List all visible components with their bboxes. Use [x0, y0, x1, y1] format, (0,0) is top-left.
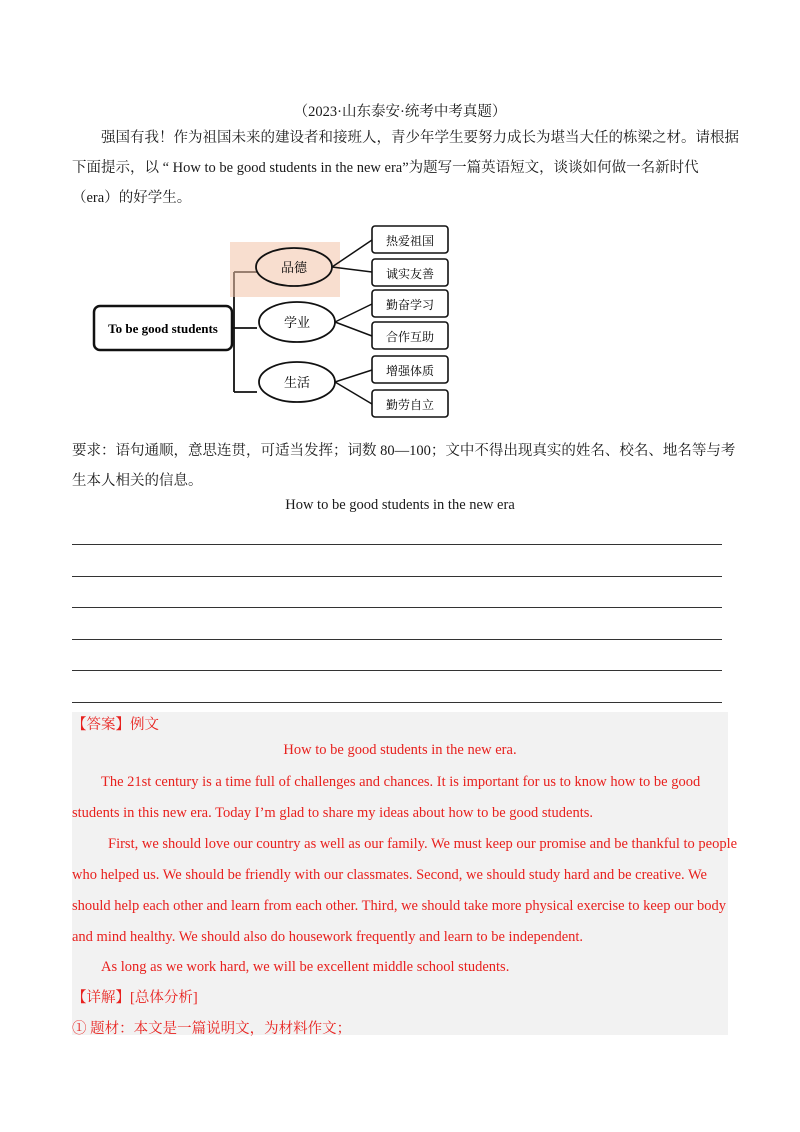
answer-line: students in this new era. Today I’m glad to share my ideas about how to be good students.: [72, 805, 594, 821]
leaf-label: 增强体质: [385, 364, 435, 378]
answer-line: and mind healthy. We should also do housework frequently and learn to be independent.: [72, 929, 584, 945]
leaf-label: 合作互助: [385, 330, 435, 344]
writing-line: [72, 607, 722, 608]
answer-title: How to be good students in the new era.: [283, 742, 517, 758]
essay-title: How to be good students in the new era: [285, 497, 515, 513]
writing-requirements: [72, 436, 736, 496]
writing-line: [72, 576, 722, 577]
answer-line: who helped us. We should be friendly with our classmates. Second, we should study hard and be creative. We: [72, 867, 707, 883]
leaf-label: 勤劳自立: [385, 398, 435, 412]
prompt-line: （era）的好学生。: [72, 190, 192, 206]
analysis-line: ① 题材：本文是一篇说明文，为材料作文；: [72, 1021, 352, 1037]
branch-label: 学业: [283, 316, 311, 331]
answer-label: 【答案】例文: [72, 717, 159, 733]
answer-line: should help each other and learn from each other. Third, we should take more physical exercise to keep our body: [72, 898, 727, 914]
writing-line: [72, 639, 722, 640]
leaf-label: 热爱祖国: [385, 234, 435, 248]
requirement-line: 生本人相关的信息。: [72, 473, 203, 489]
answer-line: The 21st century is a time full of challenges and chances. It is important for us to know how to be good: [101, 774, 701, 790]
root-label: To be good students: [108, 321, 218, 336]
prompt-line: 下面提示，以 “ How to be good students in the new era”为题写一篇英语短文，谈谈如何做一名新时代: [72, 160, 699, 176]
mind-map-diagram: [72, 222, 472, 422]
leaf-label: 诚实友善: [385, 267, 435, 281]
answer-line: First, we should love our country as well as our family. We must keep our promise and be thankful to people: [108, 836, 738, 852]
detail-label: 【详解】[总体分析]: [72, 990, 198, 1006]
answer-paragraph-3: [72, 952, 728, 983]
writing-line: [72, 702, 722, 703]
branch-label: 生活: [283, 376, 311, 391]
answer-paragraph-2: [72, 829, 738, 953]
requirement-line: 要求：语句通顺，意思连贯，可适当发挥；词数 80—100；文中不得出现真实的姓名、校名、地名等与考: [72, 443, 736, 459]
prompt-line: 强国有我！作为祖国未来的建设者和接班人，青少年学生要努力成长为堪当大任的栋梁之材。请根据: [101, 130, 739, 146]
leaf-label: 勤奋学习: [385, 298, 435, 312]
branch-label: 品德: [280, 261, 308, 276]
question-prompt: [72, 123, 739, 213]
answer-line: As long as we work hard, we will be excellent middle school students.: [101, 959, 510, 975]
writing-line: [72, 544, 722, 545]
question-source: （2023·山东泰安·统考中考真题）: [293, 104, 507, 120]
answer-paragraph-1: [72, 767, 728, 829]
writing-line: [72, 670, 722, 671]
